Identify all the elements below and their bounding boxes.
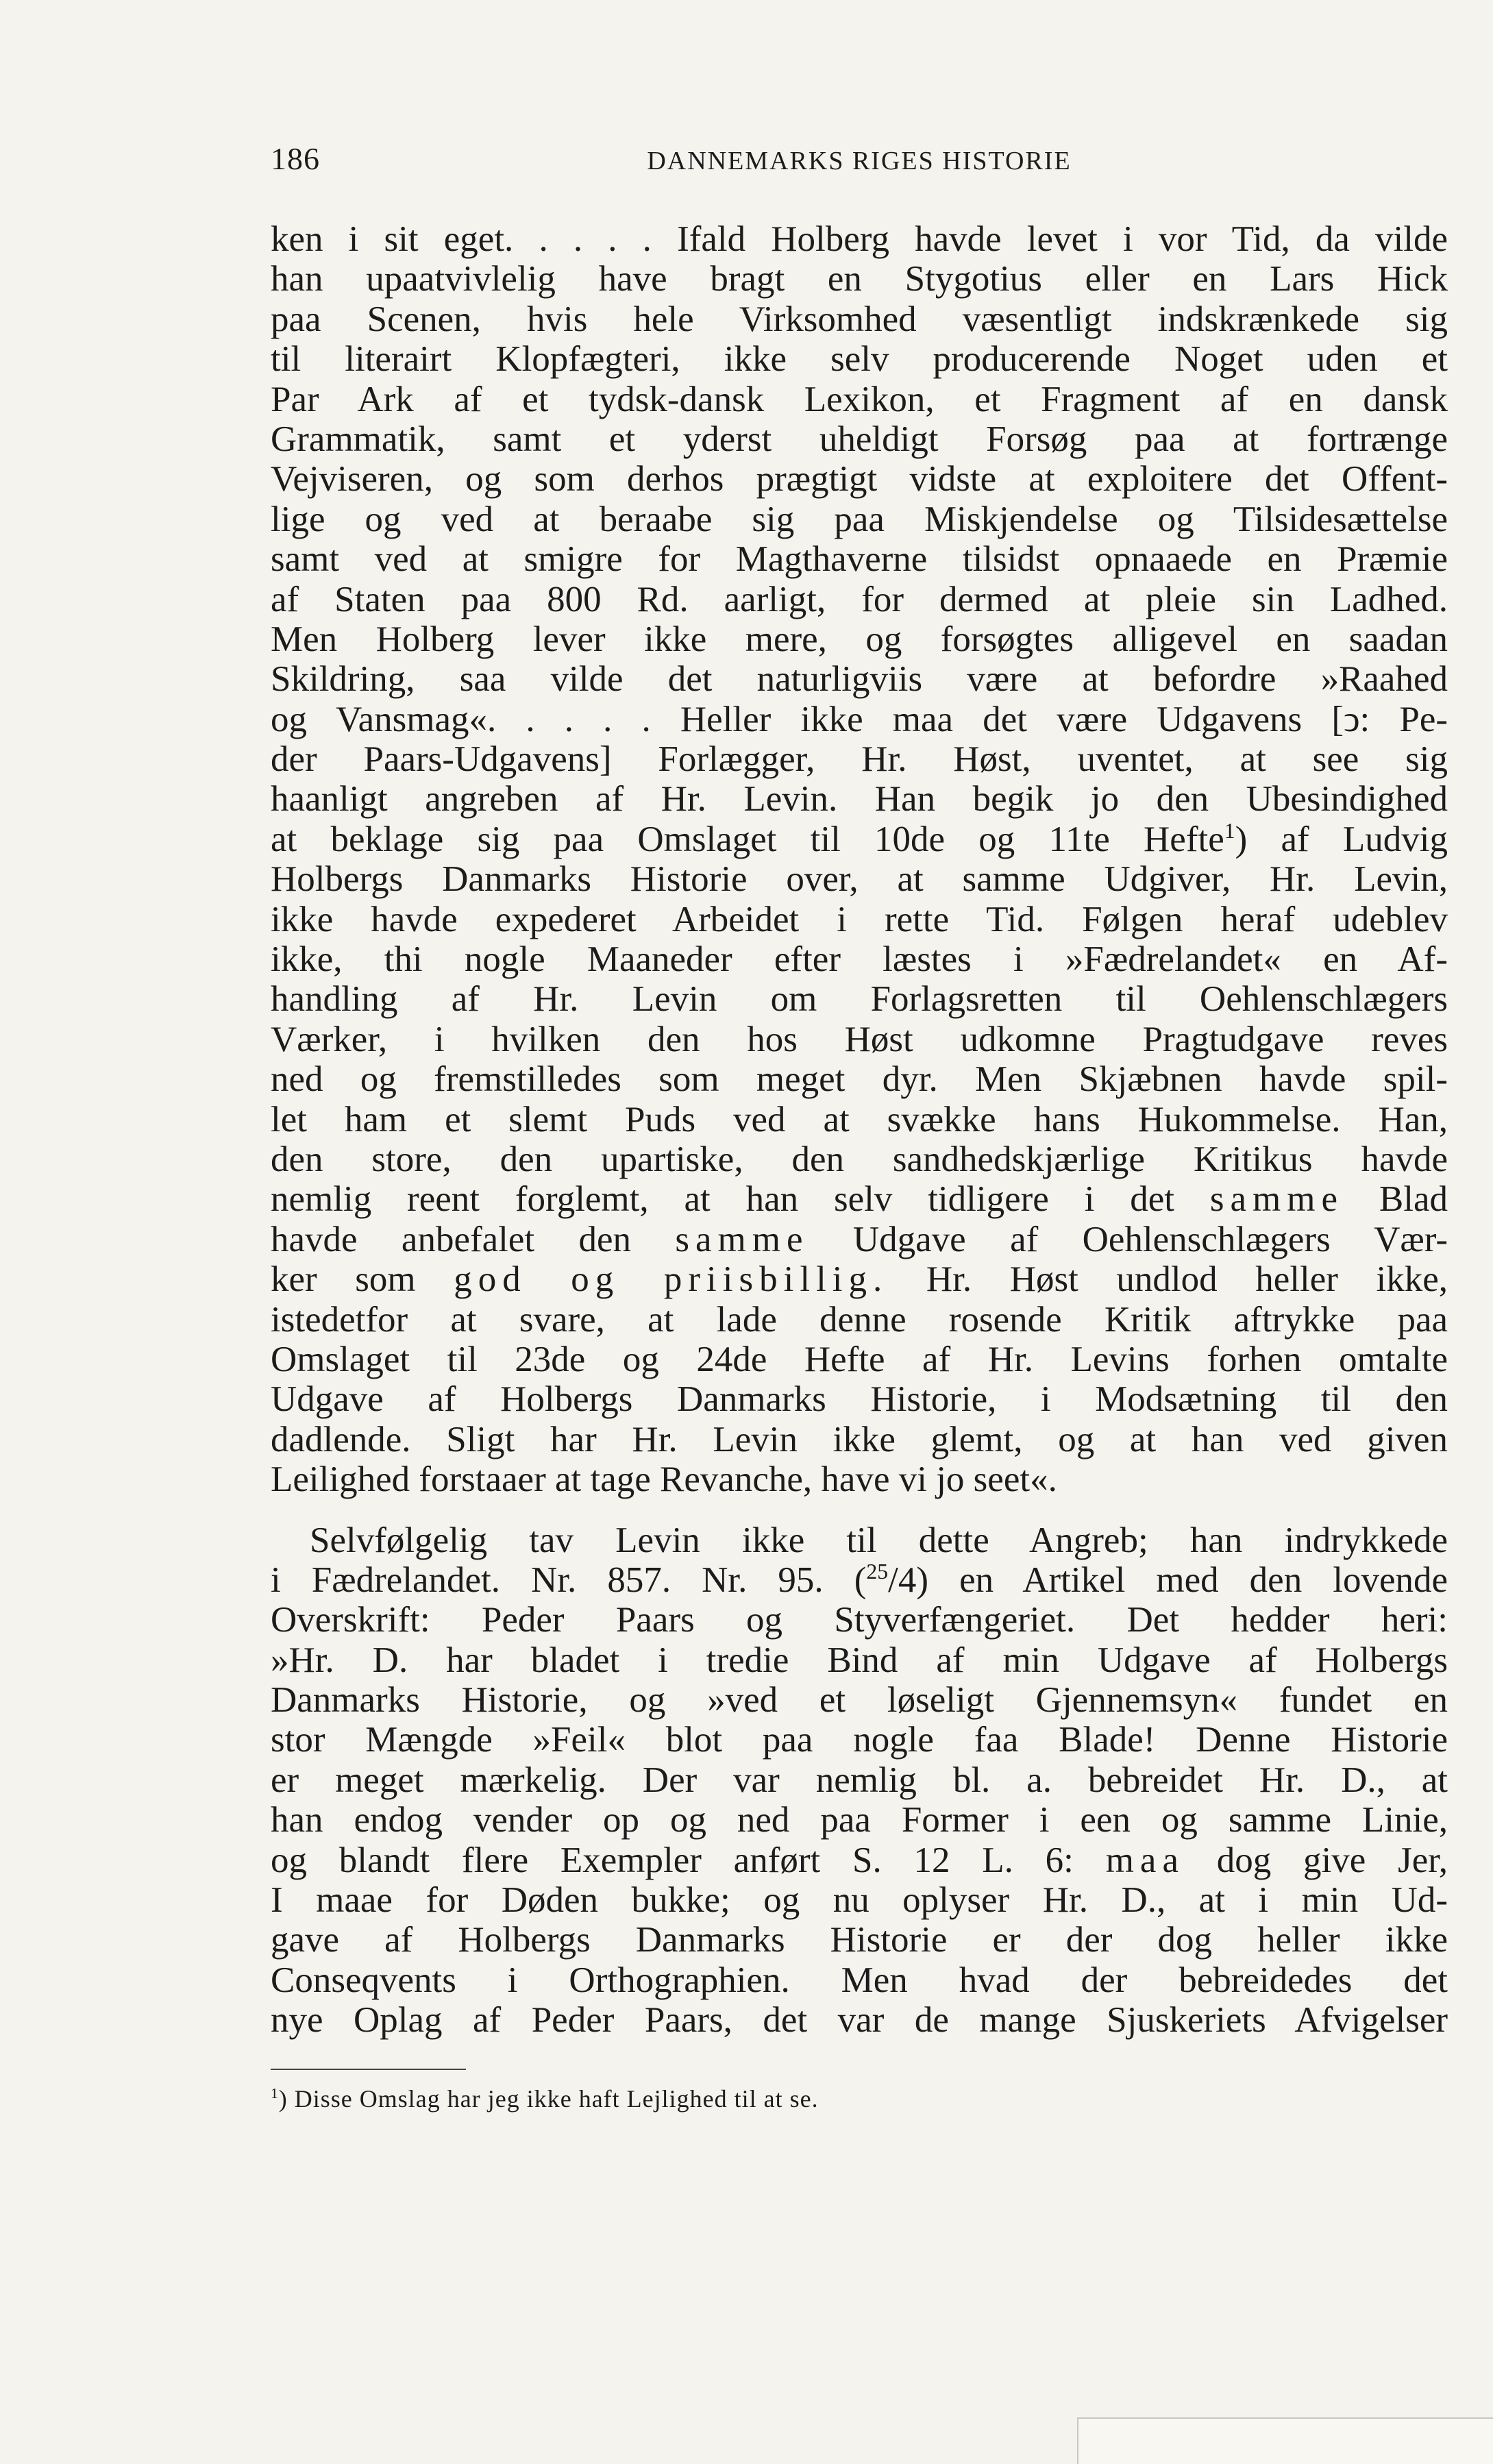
text-line: Par Ark af et tydsk-dansk Lexikon, et Fragment af en dansk xyxy=(271,379,1448,419)
text-line: I maae for Døden bukke; og nu oplyser Hr. D., at i min Ud- xyxy=(271,1880,1448,1921)
text-line: Danmarks Historie, og »ved et løseligt Gjennemsyn« fundet en xyxy=(271,1680,1448,1721)
spaced-emphasis: samme xyxy=(1209,1179,1344,1220)
text-line: den store, den upartiske, den sandhedskjærlige Kritikus havde xyxy=(271,1139,1448,1179)
text-line: lige og ved at beraabe sig paa Miskjendelse og Tilsidesættelse xyxy=(271,499,1448,539)
footnote xyxy=(271,2084,819,2113)
text-line xyxy=(271,1179,1448,1219)
text-line: Grammatik, samt et yderst uheldigt Forsøg paa at fortrænge xyxy=(271,419,1448,459)
text-line: der Paars-Udgavens] Forlægger, Hr. Høst, uventet, at see sig xyxy=(271,739,1448,780)
date-superscript: 25 xyxy=(866,1559,889,1584)
spaced-emphasis: god og priisbillig. xyxy=(454,1259,889,1300)
text-line: Men Holberg lever ikke mere, og forsøgtes alligevel en saadan xyxy=(271,619,1448,659)
text-line: ikke havde expederet Arbeidet i rette Tid. Følgen heraf udeblev xyxy=(271,899,1448,939)
text-line: dadlende. Sligt har Hr. Levin ikke glemt, og at han ved given xyxy=(271,1419,1448,1459)
text-segment: i Fædrelandet. Nr. 857. Nr. 95. ( xyxy=(271,1560,867,1600)
body-text xyxy=(271,219,1448,2041)
text-segment: og blandt flere Exempler anført S. 12 L. 6: xyxy=(271,1840,1074,1880)
text-segment: Hr. Høst undlod heller ikke, xyxy=(888,1259,1448,1300)
text-segment: ) af Ludvig xyxy=(1235,819,1448,859)
header-title: DANNEMARKS RIGES HISTORIE xyxy=(647,147,1072,175)
text-segment: ker som xyxy=(271,1259,416,1300)
footnote-divider xyxy=(271,2069,466,2070)
text-line: Leilighed forstaaer at tage Revanche, have vi jo seet«. xyxy=(271,1459,1057,1500)
text-line xyxy=(271,1840,1448,1880)
text-line: Overskrift: Peder Paars og Styverfængeriet. Det hedder heri: xyxy=(271,1600,1448,1640)
text-segment: dog give Jer, xyxy=(1184,1840,1448,1880)
page-corner-strip xyxy=(1077,2417,1493,2464)
text-line: Selvfølgelig tav Levin ikke til dette Angreb; han indrykkede xyxy=(310,1520,1448,1560)
text-line: let ham et slemt Puds ved at svække hans Hukommelse. Han, xyxy=(271,1099,1448,1139)
spaced-emphasis: samme xyxy=(675,1219,809,1259)
footnote-marker: 1 xyxy=(271,2085,279,2102)
paragraph-gap xyxy=(271,1500,1448,1520)
text-line: Udgave af Holbergs Danmarks Historie, i Modsætning til den xyxy=(271,1379,1448,1420)
text-line: til literairt Klopfægteri, ikke selv producerende Noget uden et xyxy=(271,339,1448,380)
text-line: ikke, thi nogle Maaneder efter læstes i »Fædrelandet« en Af- xyxy=(271,939,1448,980)
text-line: af Staten paa 800 Rd. aarligt, for dermed at pleie sin Ladhed. xyxy=(271,579,1448,619)
text-line xyxy=(271,1560,1448,1600)
text-line: han endog vender op og ned paa Former i een og samme Linie, xyxy=(271,1800,1448,1840)
text-line: »Hr. D. har bladet i tredie Bind af min Udgave af Holbergs xyxy=(271,1640,1448,1680)
text-line: haanligt angreben af Hr. Levin. Han begik jo den Ubesindighed xyxy=(271,779,1448,820)
text-line: Conseqvents i Orthographien. Men hvad der bebreidedes det xyxy=(271,1960,1448,2000)
text-line: er meget mærkelig. Der var nemlig bl. a. bebreidet Hr. D., at xyxy=(271,1760,1448,1800)
text-line: Holbergs Danmarks Historie over, at samme Udgiver, Hr. Levin, xyxy=(271,859,1448,900)
text-line: ned og fremstilledes som meget dyr. Men Skjæbnen havde spil- xyxy=(271,1059,1448,1100)
text-line: ken i sit eget. . . . . Ifald Holberg havde levet i vor Tid, da vilde xyxy=(271,219,1448,259)
text-line: stor Mængde »Feil« blot paa nogle faa Blade! Denne Historie xyxy=(271,1720,1448,1760)
text-line: han upaatvivlelig have bragt en Stygotius eller en Lars Hick xyxy=(271,259,1448,299)
text-segment: nemlig reent forglemt, at han selv tidligere i det xyxy=(271,1179,1175,1220)
text-line: handling af Hr. Levin om Forlagsretten til Oehlenschlægers xyxy=(271,979,1448,1020)
text-segment: ) en Artikel med den lovende xyxy=(916,1560,1448,1600)
running-head xyxy=(271,140,1448,182)
footnote-reference: 1 xyxy=(1224,818,1235,843)
text-line xyxy=(271,820,1448,859)
text-line: og Vansmag«. . . . . Heller ikke maa det være Udgavens [ↄ: Pe- xyxy=(271,699,1448,739)
text-line: Værker, i hvilken den hos Høst udkomne Pragtudgave reves xyxy=(271,1019,1448,1059)
text-line xyxy=(271,1259,1448,1299)
text-line: gave af Holbergs Danmarks Historie er der dog heller ikke xyxy=(271,1920,1448,1960)
text-segment: at beklage sig paa Omslaget til 10de og 11te Hefte xyxy=(271,819,1224,859)
text-line: Omslaget til 23de og 24de Hefte af Hr. Levins forhen omtalte xyxy=(271,1339,1448,1379)
footnote-text: ) Disse Omslag har jeg ikke haft Lejlighed til at se. xyxy=(278,2085,819,2112)
text-segment: havde anbefalet den xyxy=(271,1219,632,1259)
text-line: samt ved at smigre for Magthaverne tilsidst opnaaede en Præmie xyxy=(271,539,1448,580)
text-line xyxy=(271,1220,1448,1259)
page-number: 186 xyxy=(271,141,320,176)
text-line: istedetfor at svare, at lade denne rosende Kritik aftrykke paa xyxy=(271,1299,1448,1340)
text-line: nye Oplag af Peder Paars, det var de mange Sjuskeriets Afvigelser xyxy=(271,2000,1448,2041)
date-denominator: /4 xyxy=(888,1560,917,1600)
text-line: Skildring, saa vilde det naturligviis være at befordre »Raahed xyxy=(271,659,1448,700)
spaced-emphasis: maa xyxy=(1105,1840,1185,1880)
text-line: Vejviseren, og som derhos prægtigt vidste at exploitere det Offent- xyxy=(271,459,1448,500)
text-segment: Udgave af Oehlenschlægers Vær- xyxy=(809,1219,1448,1259)
text-line: paa Scenen, hvis hele Virksomhed væsentligt indskrænkede sig xyxy=(271,299,1448,339)
text-segment: Blad xyxy=(1344,1179,1448,1220)
